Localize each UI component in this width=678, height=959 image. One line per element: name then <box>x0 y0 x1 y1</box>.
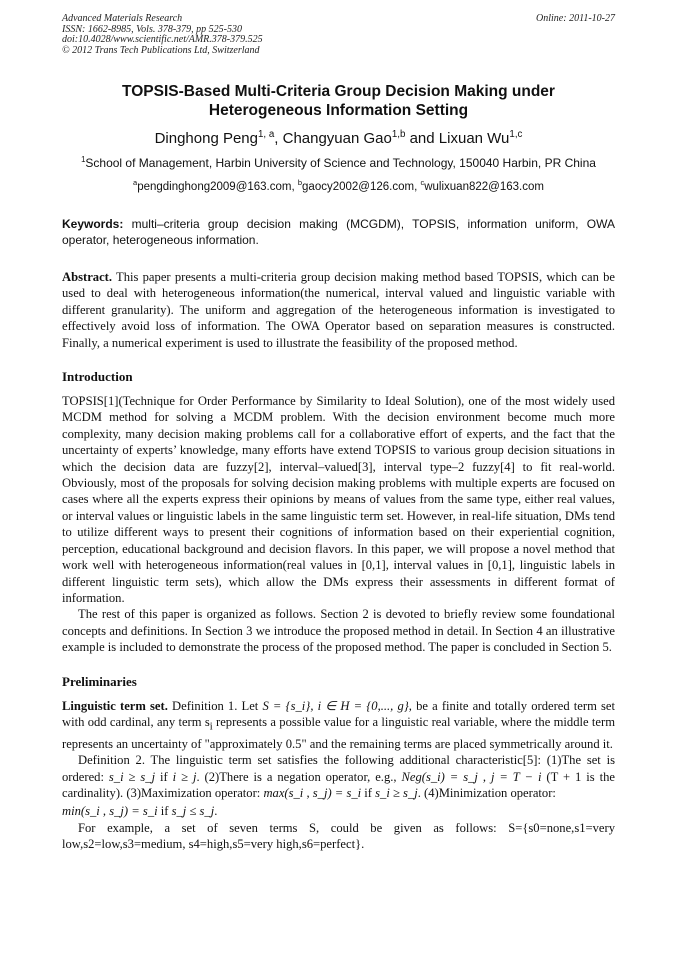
email-sup: c <box>420 178 425 188</box>
author-name: Dinghong Peng <box>154 130 258 147</box>
introduction-paragraph-1: TOPSIS[1](Technique for Order Performance by Similarity to Ideal Solution), one of the most widely used MCDM method for solving a MCDM problem. With the decision environment become much more complexity, many decision making problems call for a collaborative effort of experts, and the fact that the uncertainty of experts’ knowledge, many efforts have extend TOPSIS to various group decision situations in which the decision data are fuzzy[2], interval–valued[3], interval type–2 fuzzy[4] to fit real-world. Obviously, most of the proposals for solving decision making problems with multiple experts are focused on cases where all the experts express their opinions by means of values from the same type, either real values, or interval values or linguistic labels in the same linguistic term set. However, in real-life situation, DMs tend to utilize different ways to present their cognitions of information based on their experiential cognition, perception, educational background and decision flavors. In this paper, we will propose a novel method that work well with heterogeneous information(real values in [0,1], interval values in [0,1], linguistic labels in different linguistic term sets), which allow the DMs express their assessments in different format of information. <box>62 394 615 605</box>
definition-1 <box>62 698 615 753</box>
definition-2 <box>62 752 615 801</box>
definition-1-start: Definition 1. Let <box>172 698 259 713</box>
email-sup: b <box>297 178 303 188</box>
definition-1-end: represents a possible value for a linguistic real variable, where the middle term represents an uncertainty of "approximately 0.5" and the remaining terms are placed symmetrically around it. <box>62 714 615 751</box>
journal-doi: doi:10.4028/www.scientific.net/AMR.378-379.525 <box>62 34 263 45</box>
lts-label: Linguistic term set. <box>62 698 168 713</box>
order-condition: i ≥ j <box>172 769 197 784</box>
order-formula: s_i ≥ s_j <box>108 769 156 784</box>
abstract-text: This paper presents a multi-criteria group decision making method based TOPSIS, which can be used to deal with heterogeneous information(the numerical, interval valued and linguistic variable with different granularity). The uniform and aggregation of the heterogeneous information is investigated to effectively avoid loss of information. The OWA Operator based on separation measures is constructed. Finally, a numerical experiment is used to illustrate the feasibility of the proposed method. <box>62 270 615 350</box>
title-line-2: Heterogeneous Information Setting <box>208 102 469 119</box>
abstract <box>62 269 615 351</box>
if-text: if <box>361 786 376 801</box>
definition-1-rest: , be a finite and totally ordered term set with odd cardinal, any term s <box>62 698 616 729</box>
author-sup: 1,b <box>391 129 406 140</box>
journal-name: Advanced Materials Research <box>62 13 183 24</box>
keywords-text: multi–criteria group decision making (MCGDM), TOPSIS, information uniform, OWA operator, heterogeneous information. <box>62 217 615 247</box>
email-sup: a <box>133 178 138 188</box>
introduction-heading: Introduction <box>62 369 133 385</box>
negation-text: . (2)There is a negation operator, e.g., <box>196 769 397 784</box>
online-date: Online: 2011-10-27 <box>536 13 615 24</box>
paper-title <box>62 82 615 120</box>
author-sup: 1, a <box>258 129 275 140</box>
introduction-paragraph-2: The rest of this paper is organized as follows. Section 2 is devoted to briefly review some foundational concepts and definitions. In Section 3 we introduce the proposed method in detail. In Section 4 an illustrative example is included to demonstrate the process of the proposed method. The paper is concluded in Section 5. <box>62 607 615 655</box>
keywords-label: Keywords: <box>62 217 124 231</box>
journal-copyright: © 2012 Trans Tech Publications Ltd, Switzerland <box>62 44 260 56</box>
keywords <box>62 216 615 248</box>
email-list <box>62 180 615 194</box>
preliminaries-heading: Preliminaries <box>62 673 137 689</box>
negation-formula: Neg(s_i) = s_j , j = T − i <box>401 769 542 784</box>
cardinality-text: (T + 1 is the cardinality). (3)Maximization operator: <box>62 769 615 801</box>
email-link[interactable]: pengdinghong2009@163.com <box>137 181 292 193</box>
affiliation-sup: 1 <box>81 155 86 164</box>
author-name: Lixuan Wu <box>438 130 510 147</box>
if-text: if <box>155 769 173 784</box>
term-subscript: i <box>209 721 213 733</box>
definition-2-start: Definition 2. The linguistic term set satisfies the following additional characteristic[5]: (1)The set is ordered: <box>62 753 615 784</box>
max-condition: s_i ≥ s_j <box>375 786 418 801</box>
email-separator: , <box>414 181 421 193</box>
abstract-label: Abstract. <box>62 270 113 284</box>
journal-issn: ISSN: 1662-8985, Vols. 378-379, pp 525-530 <box>62 23 242 35</box>
set-formula: S = {s_i}, i ∈ H = {0,..., g} <box>262 698 409 713</box>
min-text: . (4)Minimization operator: <box>417 786 556 801</box>
email-link[interactable]: gaocy2002@126.com <box>302 181 415 193</box>
author-name: Changyuan Gao <box>282 130 392 147</box>
title-line-1: TOPSIS-Based Multi-Criteria Group Decision Making under <box>122 83 555 100</box>
email-separator: , <box>291 181 298 193</box>
affiliation <box>62 156 615 170</box>
author-sup: 1,c <box>509 129 523 140</box>
if-text: if <box>157 804 172 819</box>
min-operator-line: min(s_i , s_j) = s_i if s_j ≤ s_j. <box>62 804 218 819</box>
email-link[interactable]: wulixuan822@163.com <box>424 181 544 193</box>
max-formula: max(s_i , s_j) = s_i <box>263 786 362 801</box>
author-separator: and <box>405 130 439 147</box>
min-condition: s_j ≤ s_j <box>171 804 215 819</box>
paper-page <box>62 14 615 853</box>
journal-header <box>62 14 615 64</box>
author-separator: , <box>274 130 283 147</box>
author-list <box>62 130 615 148</box>
min-formula: min(s_i , s_j) = s_i <box>62 804 158 819</box>
affiliation-text: School of Management, Harbin University of Science and Technology, 150040 Harbin, PR China <box>85 156 596 170</box>
example-paragraph: For example, a set of seven terms S, could be given as follows: S={s0=none,s1=very low,s2=low,s3=medium, s4=high,s5=very high,s6=perfect}. <box>62 820 615 852</box>
